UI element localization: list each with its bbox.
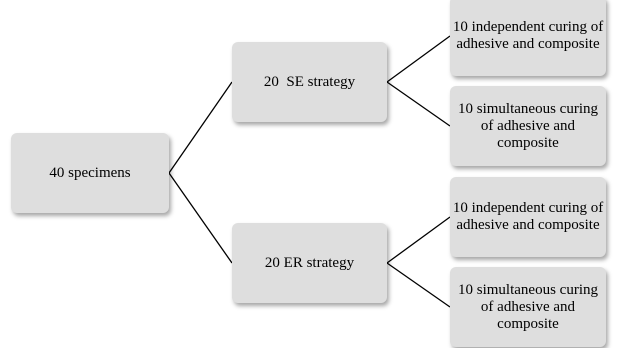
er-strategy-label: 20 ER strategy [264,254,355,271]
node-se-strategy [232,42,387,122]
node-se-independent-curing [450,0,606,76]
er-independent-curing-label: 10 independent curing of adhesive and composite [452,200,604,233]
root-node-label: 40 specimens [49,164,131,181]
node-er-independent-curing [450,177,606,257]
connector-se-to-independent [387,36,450,82]
node-er-strategy [232,223,387,303]
connector-er-to-independent [387,217,450,263]
connector-se-to-simultaneous [387,82,450,126]
node-er-simultaneous-curing [450,267,606,347]
er-simultaneous-curing-label: 10 simultaneous curing of adhesive and composite [458,281,598,332]
se-simultaneous-curing-label: 10 simultaneous curing of adhesive and composite [458,100,598,151]
se-independent-curing-label: 10 independent curing of adhesive and composite [452,19,604,52]
connector-er-to-simultaneous [387,263,450,307]
node-se-simultaneous-curing [450,86,606,166]
root-node-specimens [11,133,169,213]
se-strategy-label: 20 SE strategy [263,73,356,90]
connector-root-to-se [169,82,232,173]
connector-root-to-er [169,173,232,263]
